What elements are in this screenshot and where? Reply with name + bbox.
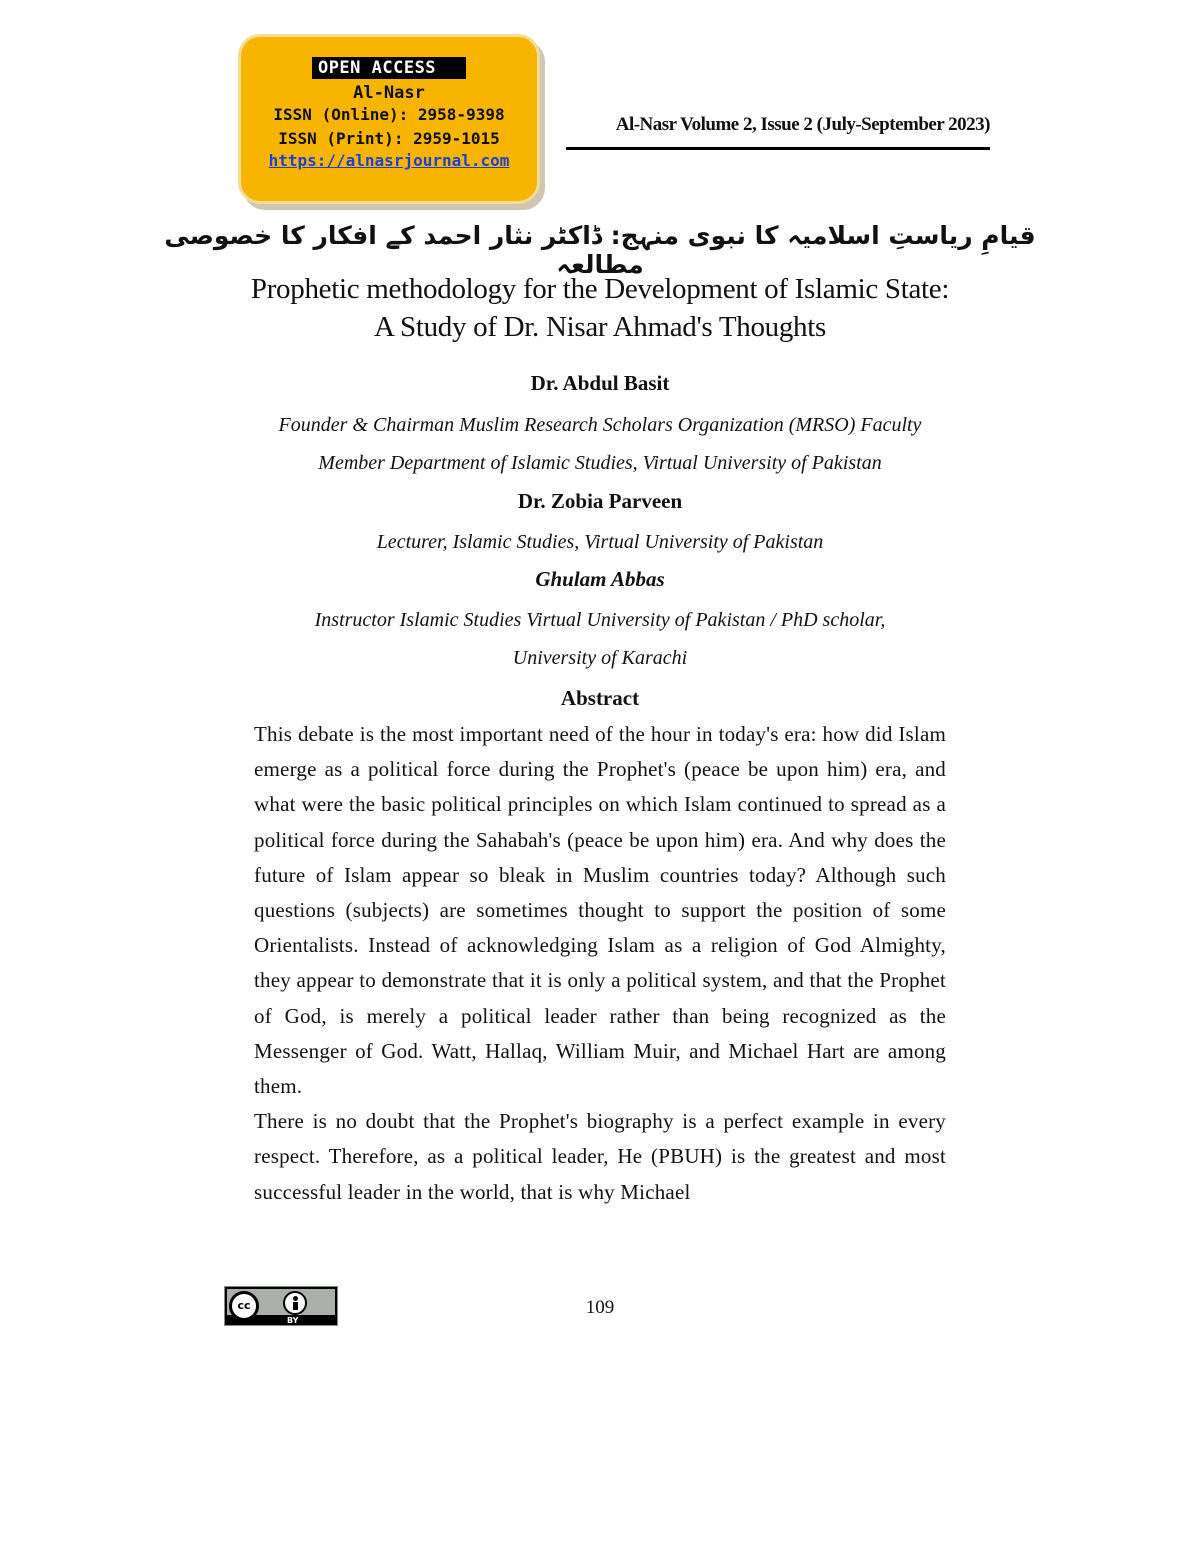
attribution-person-icon xyxy=(283,1291,307,1315)
paper-title xyxy=(100,270,1100,346)
author-affiliation xyxy=(150,601,1050,677)
title-line-1: Prophetic methodology for the Development of Islamic State: xyxy=(250,273,950,305)
author-name: Dr. Abdul Basit xyxy=(530,371,670,395)
author-affiliation xyxy=(150,523,1050,561)
affiliation-line: Founder & Chairman Muslim Research Scholars Organization (MRSO) Faculty xyxy=(278,414,922,436)
affiliation-line: Instructor Islamic Studies Virtual University of Pakistan / PhD scholar, xyxy=(314,609,886,631)
header-divider xyxy=(566,147,990,150)
open-access-badge xyxy=(238,34,540,204)
author-name: Ghulam Abbas xyxy=(535,567,665,591)
abstract-body xyxy=(254,717,946,1210)
urdu-title: قیامِ ریاستِ اسلامیہ کا نبوی منہج: ڈاکٹر نثار احمد کے افکار کا خصوصی مطالعہ xyxy=(164,221,1036,279)
abstract-paragraph: There is no doubt that the Prophet's biography is a perfect example in every respect. Therefore, as a political leader, He (PBUH) is the greatest and most successful leader in the world, that is why Michael xyxy=(254,1109,946,1204)
issn-online: ISSN (Online): 2958-9398 xyxy=(273,105,505,124)
cc-by-license-badge[interactable] xyxy=(224,1286,338,1326)
issn-print: ISSN (Print): 2959-1015 xyxy=(278,129,500,148)
journal-name: Al-Nasr xyxy=(353,83,425,103)
journal-citation: Al-Nasr Volume 2, Issue 2 (July-September 2023) xyxy=(615,114,990,135)
title-line-2: A Study of Dr. Nisar Ahmad's Thoughts xyxy=(374,311,826,343)
journal-link[interactable]: https://alnasrjournal.com xyxy=(268,151,510,170)
creative-commons-icon: cc xyxy=(229,1291,259,1321)
author-name: Dr. Zobia Parveen xyxy=(517,489,683,513)
affiliation-line: Lecturer, Islamic Studies, Virtual University of Pakistan xyxy=(376,531,824,553)
open-access-label: OPEN ACCESS xyxy=(312,57,466,79)
affiliation-line: University of Karachi xyxy=(512,647,688,669)
affiliation-line: Member Department of Islamic Studies, Virtual University of Pakistan xyxy=(318,452,882,474)
author-affiliation xyxy=(150,406,1050,482)
abstract-paragraph: This debate is the most important need of the hour in today's era: how did Islam emerge as a political force during the Prophet's (peace be upon him) era, and what were the basic political principles on which Islam continued to spread as a political force during the Sahabah's (peace be upon him) era. And why does the future of Islam appear so bleak in Muslim countries today? Although such questions (subjects) are sometimes thought to support the position of some Orientalists. Instead of acknowledging Islam as a religion of God Almighty, they appear to demonstrate that it is only a political system, and that the Prophet of God, is merely a political leader rather than being recognized as the Messenger of God. Watt, Hallaq, William Muir, and Michael Hart are among them. xyxy=(254,722,946,1099)
abstract-heading: Abstract xyxy=(560,686,640,710)
page-number: 109 xyxy=(585,1297,615,1318)
license-by-label: BY xyxy=(287,1316,299,1325)
